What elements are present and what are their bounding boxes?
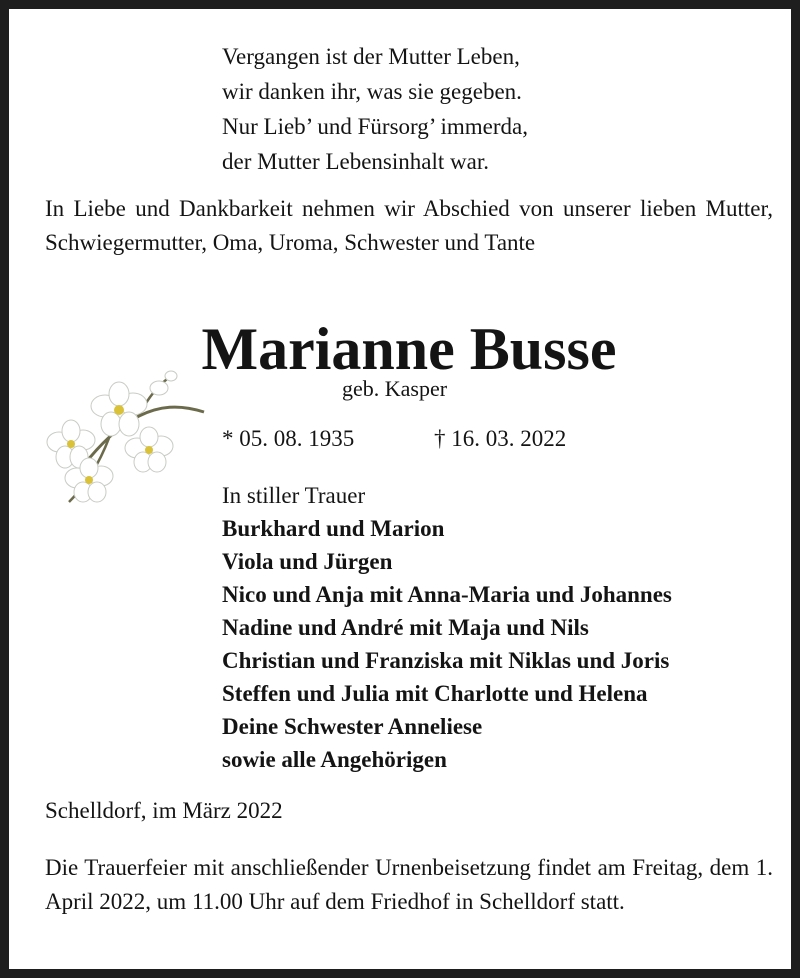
mourner-entry: Viola und Jürgen xyxy=(222,549,393,574)
poem-line: wir danken ihr, was sie gegeben. xyxy=(222,79,522,104)
memorial-poem xyxy=(222,39,528,179)
mourners-list xyxy=(222,479,672,776)
mourner-entry: Christian und Franziska mit Niklas und Joris xyxy=(222,648,670,673)
white-orchid-icon xyxy=(39,364,214,514)
farewell-intro: In Liebe und Dankbarkeit nehmen wir Abschied von unserer lieben Mutter, Schwiegermutter, Oma, Uroma, Schwester und Tante xyxy=(45,196,773,255)
maiden-name: geb. Kasper xyxy=(342,376,448,401)
mourner-entry: Steffen und Julia mit Charlotte und Helena xyxy=(222,681,648,706)
poem-line: Vergangen ist der Mutter Leben, xyxy=(222,44,520,69)
mourners-intro: In stiller Trauer xyxy=(222,483,366,508)
mourner-entry: sowie alle Angehörigen xyxy=(222,747,447,772)
mourner-entry: Deine Schwester Anneliese xyxy=(222,714,483,739)
mourner-entry: Burkhard und Marion xyxy=(222,516,445,541)
funeral-notice: Die Trauerfeier mit anschließender Urnenbeisetzung findet am Freitag, dem 1. April 2022, um 11.00 Uhr auf dem Friedhof in Schelldorf statt. xyxy=(45,855,773,914)
mourner-entry: Nadine und André mit Maja und Nils xyxy=(222,615,589,640)
mourner-entry: Nico und Anja mit Anna-Maria und Johannes xyxy=(222,582,672,607)
poem-line: Nur Lieb’ und Fürsorg’ immerda, xyxy=(222,114,528,139)
birth-date: * 05. 08. 1935 xyxy=(222,426,355,451)
death-date: † 16. 03. 2022 xyxy=(434,426,567,451)
poem-line: der Mutter Lebensinhalt war. xyxy=(222,149,489,174)
deceased-name: Marianne Busse xyxy=(201,316,617,382)
place-and-date: Schelldorf, im März 2022 xyxy=(45,798,283,823)
